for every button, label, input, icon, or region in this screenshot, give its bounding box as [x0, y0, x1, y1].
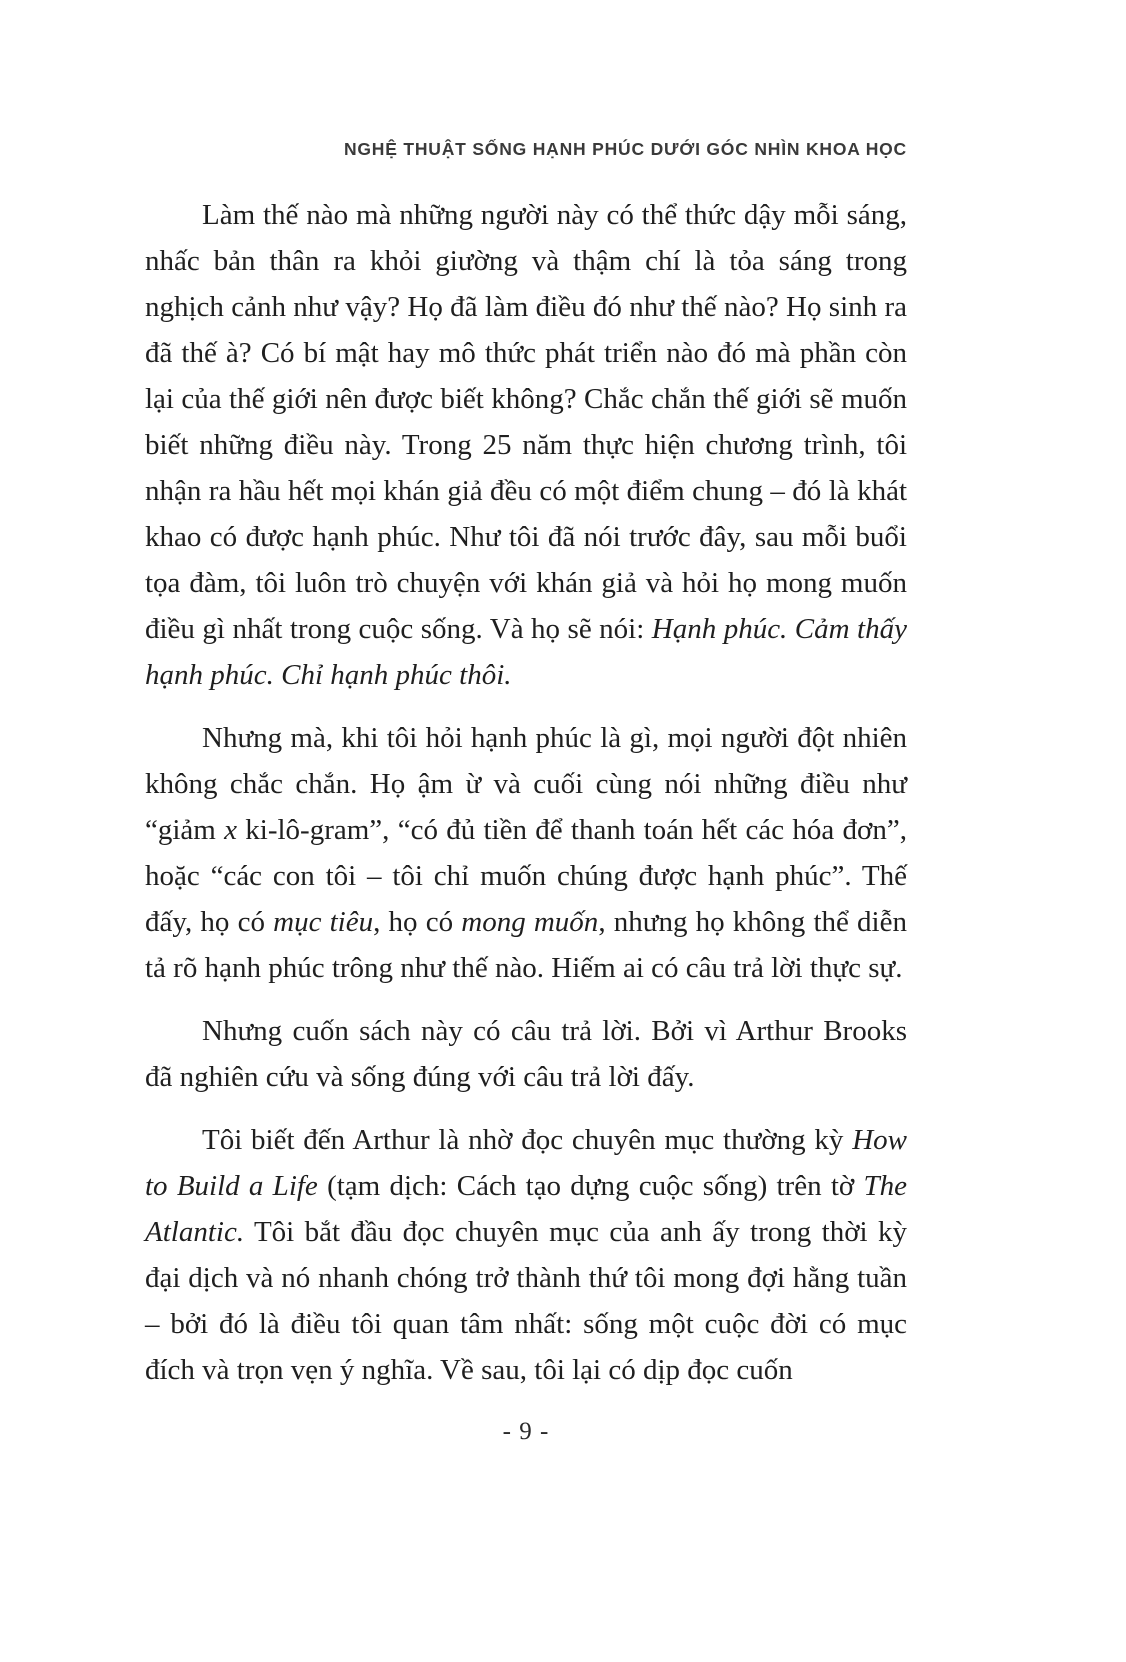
text-run: ki-lô-gram”, “có đủ tiền để thanh toán hết các hóa đơn”, hoặc “các con tôi – tôi chỉ muốn chúng được hạnh phúc”. Thế đấy, họ có	[145, 814, 908, 938]
text-run: How to Build a Life	[145, 1124, 907, 1202]
text-run: Tôi bắt đầu đọc chuyên mục của anh ấy trong thời kỳ đại dịch và nó nhanh chóng trở thành thứ tôi mong đợi hằng tuần – bởi đó là điều tôi quan tâm nhất: sống một cuộc đời có mục đích và trọn vẹn ý nghĩa. Về sau, tôi lại có dịp đọc cuốn	[145, 1216, 907, 1386]
text-run: , nhưng họ không thể diễn tả rõ hạnh phúc trông như thế nào. Hiếm ai có câu trả lời thực sự.	[145, 906, 907, 984]
text-run: x	[224, 814, 238, 846]
text-run: The Atlantic.	[145, 1170, 908, 1248]
text-run: Tôi biết đến Arthur là nhờ đọc chuyên mục thường kỳ	[202, 1124, 853, 1156]
text-run: mong muốn	[461, 906, 599, 938]
paragraph	[145, 192, 907, 698]
running-head: NGHỆ THUẬT SỐNG HẠNH PHÚC DƯỚI GÓC NHÌN KHOA HỌC	[343, 139, 907, 159]
text-run: Làm thế nào mà những người này có thể thức dậy mỗi sáng, nhấc bản thân ra khỏi giường và thậm chí là tỏa sáng trong nghịch cảnh như vậy? Họ đã làm điều đó như thế nào? Họ sinh ra đã thế à? Có bí mật hay mô thức phát triển nào đó mà phần còn lại của thế giới nên được biết không? Chắc chắn thế giới sẽ muốn biết những điều này. Trong 25 năm thực hiện chương trình, tôi nhận ra hầu hết mọi khán giả đều có một điểm chung – đó là khát khao có được hạnh phúc. Như tôi đã nói trước đây, sau mỗi buổi tọa đàm, tôi luôn trò chuyện với khán giả và hỏi họ mong muốn điều gì nhất trong cuộc sống. Và họ sẽ nói:	[145, 199, 907, 645]
paragraph	[145, 1008, 907, 1100]
body-text	[145, 192, 907, 1410]
page-number: - 9 -	[502, 1418, 550, 1445]
text-run: (tạm dịch: Cách tạo dựng cuộc sống) trên tờ	[317, 1170, 864, 1202]
text-run: Hạnh phúc. Cảm thấy hạnh phúc. Chỉ hạnh phúc thôi.	[145, 613, 907, 691]
paragraph	[145, 1117, 907, 1393]
paragraph	[145, 715, 907, 991]
text-run: mục tiêu	[273, 906, 374, 938]
text-run: , họ có	[373, 906, 462, 938]
text-run: Nhưng cuốn sách này có câu trả lời. Bởi vì Arthur Brooks đã nghiên cứu và sống đúng với câu trả lời đấy.	[145, 1015, 907, 1093]
text-run: Nhưng mà, khi tôi hỏi hạnh phúc là gì, mọi người đột nhiên không chắc chắn. Họ ậm ừ và cuối cùng nói những điều như “giảm	[145, 722, 907, 846]
